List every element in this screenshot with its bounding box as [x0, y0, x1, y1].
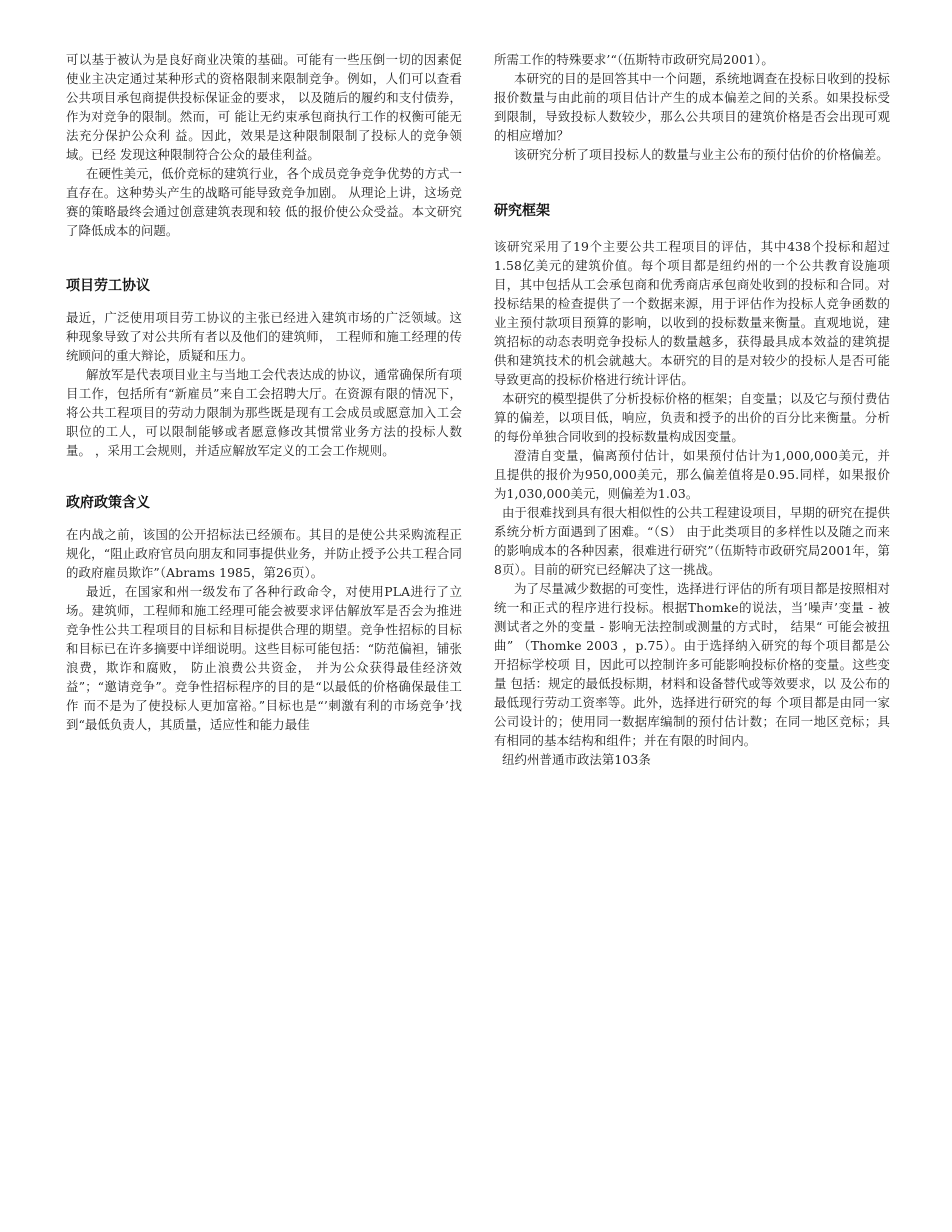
paragraph: 解放军是代表项目业主与当地工会代表达成的协议，通常确保所有项目工作，包括所有“新雇员”来自工会招聘大厅。在资源有限的情况下，将公共工程项目的劳动力限制为那些既是现有工会成员或愿意加入工会职位的工人，可以限制能够或者愿意修改其惯常业务方法的投标人数量。 ，采用工会规则，并适应解放军定义的工会工作规则。: [66, 367, 462, 458]
paragraph: 为了尽量减少数据的可变性，选择进行评估的所有项目都是按照相对统一和正式的程序进行投标。根据Thomke的说法，当’噪声’变量 - 被测试者之外的变量 - 影响无法控制或测量的方式时， 结果“ 可能会被扭曲” （Thomke 2003 ，p.75）。由于选择纳入研究的每个项目都是公开招标学校项 目，因此可以控制许多可能影响投标价格的变量。这些变量 包括：规定的最低投标期，材料和设备替代或等效要求，以 及公布的最低现行劳动工资率等。此外，选择进行研究的每 个项目都是由同一家公司设计的；使用同一数据库编制的预付估计数；在同一地区竞标；具有相同的基本结构和组件；并在有限的时间内。: [494, 581, 890, 748]
section-heading-framework: 研究框架: [494, 203, 550, 219]
left-column: [66, 50, 462, 734]
paragraph: 在硬性美元，低价竞标的建筑行业，各个成员竞争竞争优势的方式一直存在。这种势头产生的战略可能导致竞争加剧。 从理论上讲，这场竞赛的策略最终会通过创意建筑表现和较 低的报价使公众受益。本文研究了降低成本的问题。: [66, 166, 462, 238]
paragraph: 在内战之前，该国的公开招标法已经颁布。其目的是使公共采购流程正规化，“阻止政府官员向朋友和同事提供业务，并防止授予公共工程合同的政府雇员欺诈”（Abrams 1985，第26页）。: [66, 527, 462, 580]
paragraph: 纽约州普通市政法第103条: [502, 752, 651, 767]
right-column: [494, 50, 890, 769]
paragraph: 本研究的模型提供了分析投标价格的框架；自变量；以及它与预付费估算的偏差，以项目低，响应，负责和授予的出价的百分比来衡量。分析的每份单独合同收到的投标数量构成因变量。: [494, 391, 890, 444]
paragraph: 最近，广泛使用项目劳工协议的主张已经进入建筑市场的广泛领域。这种现象导致了对公共所有者以及他们的建筑师， 工程师和施工经理的传统顾问的重大辩论，质疑和压力。: [66, 310, 462, 363]
paragraph: 最近，在国家和州一级发布了各种行政命令，对使用PLA进行了立场。建筑师，工程师和施工经理可能会被要求评估解放军是否会为推进竞争性公共工程项目的目标和目标提供合理的期望。竞争性招标的目标和目标已在许多摘要中详细说明。这些目标可能包括：“防范偏袒，铺张浪费，欺诈和腐败， 防止浪费公共资金， 并为公众获得最佳经济效益”；“邀请竞争”。竞争性招标程序的目的是“以最低的价格确保最佳工作 而不是为了使投标人更加富裕。”目标也是“’刺激有利的市场竞争’找到“最低负责人，其质量，适应性和能力最佳: [66, 584, 462, 732]
paragraph: 由于很难找到具有很大相似性的公共工程建设项目，早期的研究在提供系统分析方面遇到了困难。“（S） 由于此类项目的多样性以及随之而来的影响成本的各种因素，很难进行研究”（伍斯特市政研究局2001年，第8页）。目前的研究已经解决了这一挑战。: [494, 505, 890, 577]
paragraph: 本研究的目的是回答其中一个问题，系统地调查在投标日收到的投标报价数量与由此前的项目估计产生的成本偏差之间的关系。如果投标受到限制，导致投标人数较少，那么公共项目的建筑价格是否会出现可观的相应增加？: [494, 71, 890, 143]
section-heading-policy: 政府政策含义: [66, 495, 150, 511]
section-heading-labor: 项目劳工协议: [66, 278, 150, 294]
paragraph: 该研究采用了19个主要公共工程项目的评估，其中438个投标和超过1.58亿美元的建筑价值。每个项目都是纽约州的一个公共教育设施项目，其中包括从工会承包商和优秀商店承包商处收到的投标和合同。对投标结果的检查提供了一个数据来源，用于评估作为投标人竞争函数的业主预付款项目预算的影响，以收到的投标数量来衡量。直观地说，建筑招标的动态表明竞争投标人的数量越多，获得最具成本效益的建筑提供和建筑技术的机会就越大。本研究的目的是对较少的投标人是否可能导致更高的投标价格进行统计评估。: [494, 239, 890, 387]
paragraph: 可以基于被认为是良好商业决策的基础。可能有一些压倒一切的因素促使业主决定通过某种形式的资格限制来限制竞争。例如，人们可以查看公共项目承包商提供投标保证金的要求， 以及随后的履约和支付债券，作为对竞争的限制。然而，可 能让无约束承包商执行工作的权衡可能无法充分保护公众利 益。因此，效果是这种限制限制了投标人的竞争领域。已经 发现这种限制符合公众的最佳利益。: [66, 52, 462, 162]
paragraph: 澄清自变量，偏离预付估计，如果预付估计为1,000,000美元，并且提供的报价为950,000美元，那么偏差值将是0.95.同样，如果报价为1,030,000美元，则偏差为1.03。: [494, 448, 890, 501]
paragraph: 该研究分析了项目投标人的数量与业主公布的预付估价的价格偏差。: [514, 147, 889, 162]
paragraph: 所需工作的特殊要求’“（伍斯特市政研究局2001）。: [494, 52, 774, 67]
